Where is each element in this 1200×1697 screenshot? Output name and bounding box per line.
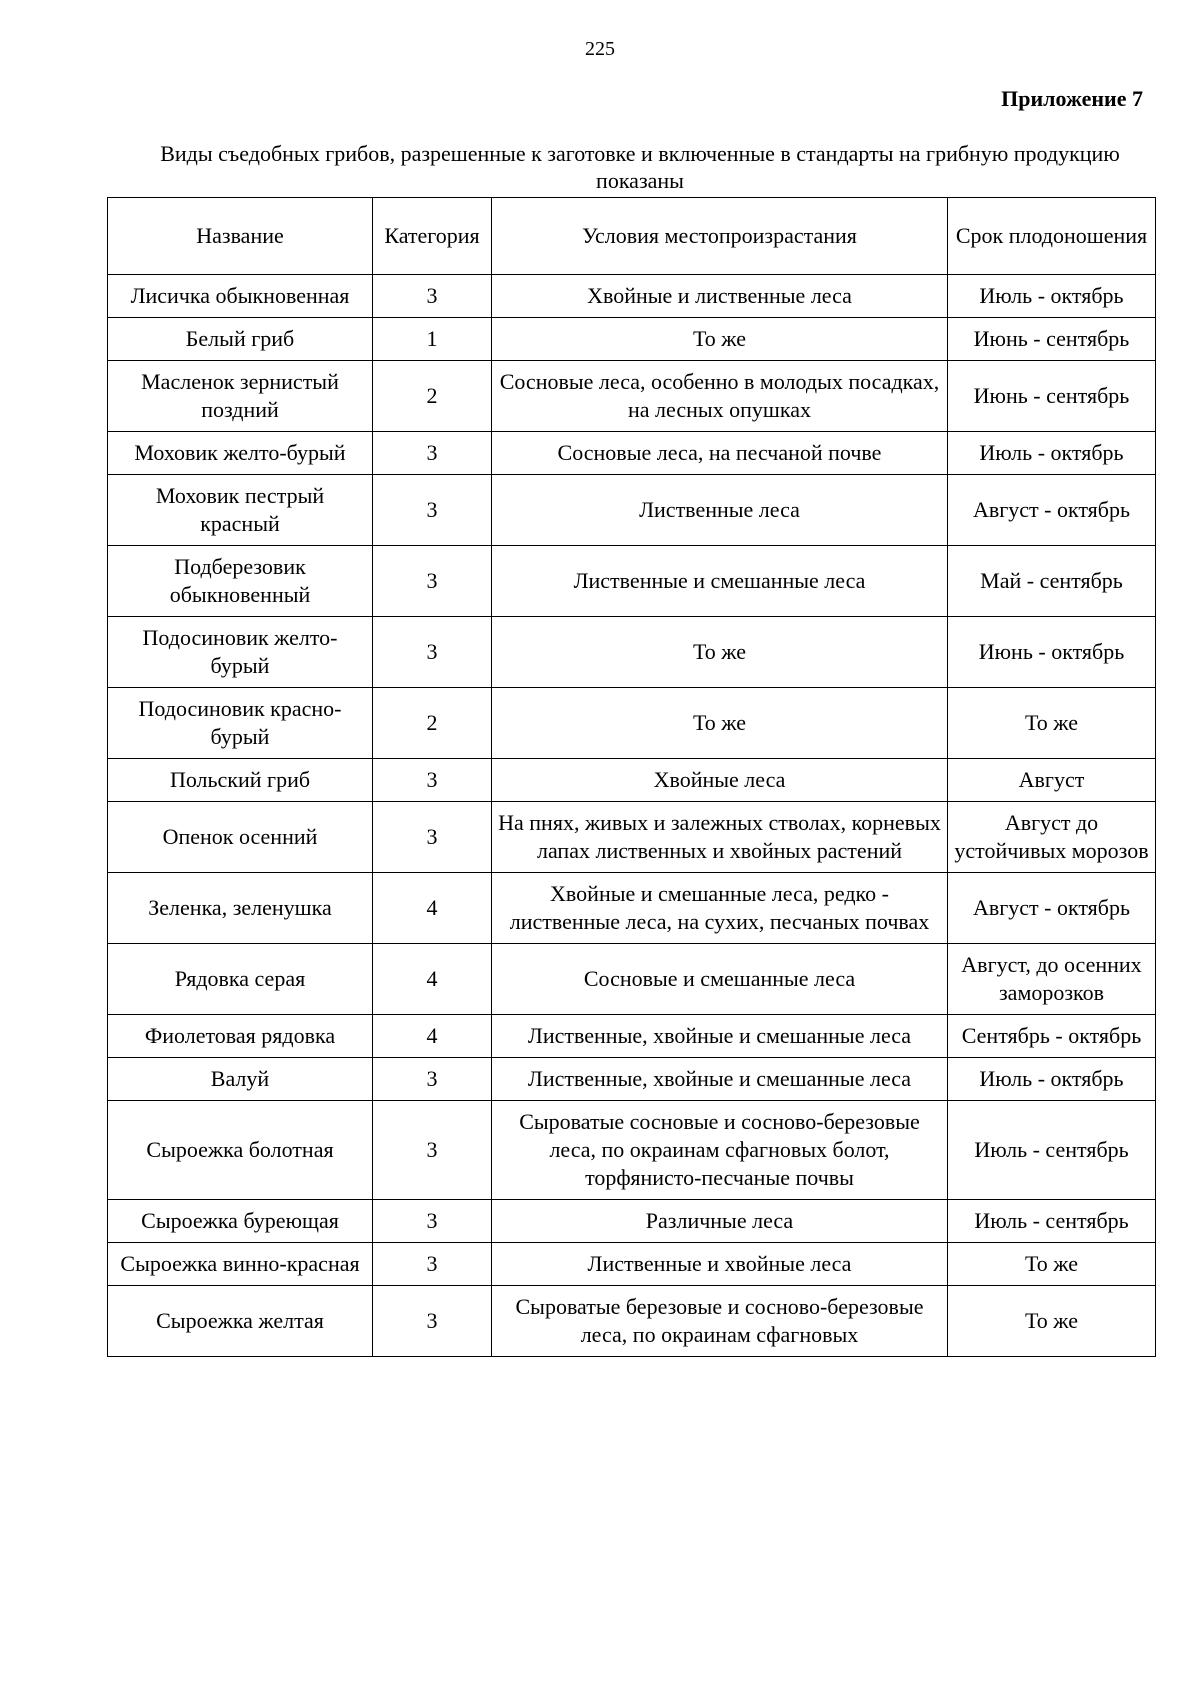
cell-category: 3 (373, 1058, 492, 1101)
cell-name: Лисичка обыкновенная (108, 275, 373, 318)
cell-habitat: То же (492, 617, 948, 688)
table-header-row (108, 198, 1156, 275)
cell-category: 2 (373, 361, 492, 432)
table-row (108, 1101, 1156, 1200)
cell-category: 3 (373, 475, 492, 546)
cell-category: 3 (373, 1101, 492, 1200)
table-row (108, 1200, 1156, 1243)
cell-habitat: Хвойные леса (492, 759, 948, 802)
header-name: Название (108, 198, 373, 275)
table-body (108, 275, 1156, 1357)
cell-habitat: На пнях, живых и залежных стволах, корневых лапах лиственных и хвойных растений (492, 802, 948, 873)
table-row (108, 475, 1156, 546)
cell-name: Подосиновик красно-бурый (108, 688, 373, 759)
cell-habitat: Сосновые леса, особенно в молодых посадках, на лесных опушках (492, 361, 948, 432)
cell-category: 3 (373, 1200, 492, 1243)
cell-habitat: Хвойные и смешанные леса, редко - лиственные леса, на сухих, песчаных почвах (492, 873, 948, 944)
table-row (108, 361, 1156, 432)
cell-habitat: Лиственные и хвойные леса (492, 1243, 948, 1286)
page-number: 225 (585, 38, 615, 60)
cell-habitat: Сыроватые березовые и сосново-березовые леса, по окраинам сфагновых (492, 1286, 948, 1357)
cell-name: Сыроежка буреющая (108, 1200, 373, 1243)
cell-name: Зеленка, зеленушка (108, 873, 373, 944)
cell-name: Масленок зернистый поздний (108, 361, 373, 432)
cell-habitat: Различные леса (492, 1200, 948, 1243)
cell-habitat: То же (492, 318, 948, 361)
cell-category: 3 (373, 432, 492, 475)
header-habitat: Условия местопроизрастания (492, 198, 948, 275)
cell-habitat: Лиственные, хвойные и смешанные леса (492, 1015, 948, 1058)
cell-name: Подосиновик желто-бурый (108, 617, 373, 688)
cell-name: Польский гриб (108, 759, 373, 802)
cell-category: 3 (373, 1286, 492, 1357)
cell-name: Белый гриб (108, 318, 373, 361)
table-row (108, 617, 1156, 688)
table-row (108, 873, 1156, 944)
table-row (108, 1058, 1156, 1101)
appendix-label: Приложение 7 (1001, 86, 1143, 111)
cell-fruiting-period: То же (948, 1243, 1156, 1286)
cell-fruiting-period: Июнь - сентябрь (948, 318, 1156, 361)
cell-category: 1 (373, 318, 492, 361)
cell-category: 3 (373, 759, 492, 802)
cell-habitat: Лиственные, хвойные и смешанные леса (492, 1058, 948, 1101)
cell-fruiting-period: Июнь - сентябрь (948, 361, 1156, 432)
cell-category: 3 (373, 1243, 492, 1286)
cell-name: Опенок осенний (108, 802, 373, 873)
cell-category: 3 (373, 275, 492, 318)
table-row (108, 688, 1156, 759)
cell-fruiting-period: То же (948, 688, 1156, 759)
header-category: Категория (373, 198, 492, 275)
cell-fruiting-period: Август - октябрь (948, 475, 1156, 546)
cell-habitat: Сосновые и смешанные леса (492, 944, 948, 1015)
cell-category: 2 (373, 688, 492, 759)
cell-habitat: Сосновые леса, на песчаной почве (492, 432, 948, 475)
cell-name: Валуй (108, 1058, 373, 1101)
cell-name: Фиолетовая рядовка (108, 1015, 373, 1058)
cell-fruiting-period: Август, до осенних заморозков (948, 944, 1156, 1015)
cell-name: Сыроежка болотная (108, 1101, 373, 1200)
table-row (108, 546, 1156, 617)
mushroom-table (107, 197, 1156, 1357)
cell-fruiting-period: Август - октябрь (948, 873, 1156, 944)
cell-fruiting-period: Июнь - октябрь (948, 617, 1156, 688)
cell-category: 4 (373, 1015, 492, 1058)
table-row (108, 432, 1156, 475)
table-row (108, 759, 1156, 802)
cell-habitat: Лиственные леса (492, 475, 948, 546)
cell-fruiting-period: Август (948, 759, 1156, 802)
cell-fruiting-period: Сентябрь - октябрь (948, 1015, 1156, 1058)
cell-habitat: Сыроватые сосновые и сосново-березовые леса, по окраинам сфагновых болот, торфянисто-песчаные почвы (492, 1101, 948, 1200)
cell-habitat: То же (492, 688, 948, 759)
table-row (108, 944, 1156, 1015)
cell-habitat: Хвойные и лиственные леса (492, 275, 948, 318)
cell-category: 4 (373, 873, 492, 944)
cell-name: Рядовка серая (108, 944, 373, 1015)
cell-fruiting-period: То же (948, 1286, 1156, 1357)
table-row (108, 802, 1156, 873)
cell-category: 4 (373, 944, 492, 1015)
cell-category: 3 (373, 617, 492, 688)
cell-fruiting-period: Июль - октябрь (948, 275, 1156, 318)
cell-fruiting-period: Июль - октябрь (948, 1058, 1156, 1101)
cell-name: Моховик пестрый красный (108, 475, 373, 546)
cell-fruiting-period: Июль - сентябрь (948, 1200, 1156, 1243)
cell-name: Сыроежка желтая (108, 1286, 373, 1357)
table-row (108, 318, 1156, 361)
cell-fruiting-period: Июль - октябрь (948, 432, 1156, 475)
cell-name: Сыроежка винно-красная (108, 1243, 373, 1286)
table-caption: Виды съедобных грибов, разрешенные к заготовке и включенные в стандарты на грибную продукцию показаны (160, 141, 1120, 193)
cell-fruiting-period: Август до устойчивых морозов (948, 802, 1156, 873)
cell-name: Подберезовик обыкновенный (108, 546, 373, 617)
table-row (108, 275, 1156, 318)
cell-name: Моховик желто-бурый (108, 432, 373, 475)
table-row (108, 1286, 1156, 1357)
cell-fruiting-period: Май - сентябрь (948, 546, 1156, 617)
table-row (108, 1015, 1156, 1058)
table-row (108, 1243, 1156, 1286)
header-fruiting-period: Срок плодоношения (948, 198, 1156, 275)
cell-fruiting-period: Июль - сентябрь (948, 1101, 1156, 1200)
cell-category: 3 (373, 546, 492, 617)
cell-category: 3 (373, 802, 492, 873)
cell-habitat: Лиственные и смешанные леса (492, 546, 948, 617)
